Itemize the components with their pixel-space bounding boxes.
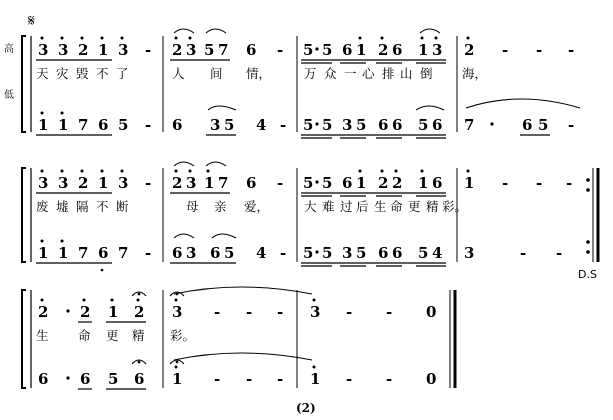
fermatas xyxy=(132,360,184,364)
octave-dots xyxy=(41,37,470,40)
system-1 xyxy=(22,29,580,138)
segno-sign: 𝄋 xyxy=(28,11,35,30)
repeat-dot xyxy=(586,250,590,254)
upper-part-notes xyxy=(38,303,436,321)
system-bracket xyxy=(22,36,26,132)
note: 3 xyxy=(58,41,69,59)
octave-dots xyxy=(41,112,64,115)
note: - xyxy=(277,303,284,321)
note: 2 xyxy=(172,41,183,59)
lyric-char: 间 xyxy=(210,66,223,81)
note: - xyxy=(386,303,393,321)
lyric-char: 山 xyxy=(400,66,413,81)
note: 3 xyxy=(186,174,197,192)
note: - xyxy=(277,41,284,59)
lyric-char: 情， xyxy=(246,66,272,81)
system-3 xyxy=(22,287,455,389)
note: 3 xyxy=(186,41,197,59)
lyric-char: 排 xyxy=(382,66,395,81)
note: 3 xyxy=(172,303,183,321)
lyric-char: 命 xyxy=(78,328,91,343)
note: 3 xyxy=(118,174,129,192)
note: 6 xyxy=(432,116,443,134)
note: - xyxy=(214,370,221,388)
note: - xyxy=(145,174,152,192)
note: 6 xyxy=(98,116,109,134)
note: 6 xyxy=(342,41,353,59)
dot-augment xyxy=(315,180,318,183)
dot-augment xyxy=(66,376,69,379)
note: 5 xyxy=(224,116,235,134)
note: 3 xyxy=(310,303,321,321)
part-label-low: 低 xyxy=(4,90,14,101)
lyrics-line-1 xyxy=(36,66,487,81)
note: - xyxy=(536,41,543,59)
note: 1 xyxy=(58,244,69,262)
octave-dots xyxy=(41,170,470,173)
lyric-char: 过 xyxy=(340,199,353,214)
lyric-char: 彩。 xyxy=(170,328,196,343)
note: - xyxy=(568,116,575,134)
lyric-char: 海， xyxy=(462,66,488,81)
note: 1 xyxy=(98,41,109,59)
repeat-dot xyxy=(586,188,590,192)
note: 3 xyxy=(38,174,49,192)
note: 5 xyxy=(204,41,215,59)
note: 6 xyxy=(392,116,403,134)
lyric-char: 灾 xyxy=(56,66,69,81)
note: - xyxy=(145,116,152,134)
note: 2 xyxy=(80,303,91,321)
note: 1 xyxy=(204,174,215,192)
page-number: (2) xyxy=(296,401,316,415)
note: 1 xyxy=(464,174,475,192)
note: 6 xyxy=(172,116,183,134)
beams xyxy=(36,135,550,138)
lyric-char: 更 xyxy=(408,199,421,214)
lyric-char: 废 xyxy=(36,199,49,214)
note: 3 xyxy=(210,116,221,134)
note: 7 xyxy=(118,244,129,262)
note: 6 xyxy=(392,41,403,59)
note: 5 xyxy=(303,174,314,192)
note: 6 xyxy=(392,244,403,262)
note: - xyxy=(145,244,152,262)
note: 1 xyxy=(98,174,109,192)
lyric-char: 断 xyxy=(116,199,129,214)
note: 6 xyxy=(172,244,183,262)
note: - xyxy=(556,244,563,262)
note: 3 xyxy=(432,41,443,59)
note: 6 xyxy=(38,370,49,388)
beams xyxy=(36,263,446,266)
note: 7 xyxy=(218,174,229,192)
note: 3 xyxy=(464,244,475,262)
lyric-char: 难 xyxy=(322,199,335,214)
note: - xyxy=(346,370,353,388)
note: 1 xyxy=(356,41,367,59)
note: 5 xyxy=(322,41,333,59)
note: 3 xyxy=(58,174,69,192)
note: 1 xyxy=(172,370,183,388)
octave-dots xyxy=(41,240,104,272)
note: 1 xyxy=(58,116,69,134)
note: 4 xyxy=(256,116,267,134)
note: 6 xyxy=(98,244,109,262)
note: 5 xyxy=(356,244,367,262)
lower-part-notes xyxy=(38,370,436,388)
note: 5 xyxy=(303,244,314,262)
note: - xyxy=(346,303,353,321)
lyric-char: 众 xyxy=(324,66,337,81)
lyric-char: 了 xyxy=(116,66,129,81)
lyric-char: 亲 xyxy=(214,199,227,214)
note: 2 xyxy=(464,41,475,59)
note: - xyxy=(568,41,575,59)
slurs xyxy=(174,234,236,238)
lyric-char: 一 xyxy=(344,66,357,81)
lyric-char: 彩。 xyxy=(442,199,468,214)
note: - xyxy=(502,174,509,192)
note: - xyxy=(277,174,284,192)
tie xyxy=(174,353,312,360)
note: 2 xyxy=(134,303,145,321)
note: 1 xyxy=(108,303,119,321)
lyric-char: 生 xyxy=(374,199,387,214)
repeat-dot xyxy=(586,240,590,244)
octave-dots xyxy=(175,366,316,369)
dot-augment xyxy=(66,309,69,312)
note: 2 xyxy=(378,41,389,59)
note: 3 xyxy=(38,41,49,59)
note: 6 xyxy=(246,174,257,192)
note: 5 xyxy=(356,116,367,134)
lower-part-notes xyxy=(38,244,562,262)
lower-part-notes xyxy=(38,116,574,134)
note: 2 xyxy=(378,174,389,192)
lyric-char: 毁 xyxy=(76,66,89,81)
note: 1 xyxy=(418,174,429,192)
lyrics-line-3 xyxy=(36,328,195,343)
note: - xyxy=(386,370,393,388)
dot-augment xyxy=(315,122,318,125)
note: 5 xyxy=(538,116,549,134)
note: 3 xyxy=(118,41,129,59)
note: 1 xyxy=(356,174,367,192)
lyric-char: 爱， xyxy=(244,199,270,214)
note: 5 xyxy=(322,116,333,134)
note: 1 xyxy=(38,244,49,262)
note: - xyxy=(277,370,284,388)
upper-part-notes xyxy=(38,174,572,192)
note: 7 xyxy=(464,116,475,134)
note: 6 xyxy=(432,174,443,192)
note: 3 xyxy=(186,244,197,262)
note: 1 xyxy=(38,116,49,134)
note: 5 xyxy=(322,244,333,262)
lyric-char: 倒 xyxy=(420,66,433,81)
note: 2 xyxy=(78,174,89,192)
note: 5 xyxy=(322,174,333,192)
note: - xyxy=(246,370,253,388)
lyric-char: 精 xyxy=(426,199,439,214)
dot-augment xyxy=(315,47,318,50)
note: 6 xyxy=(246,41,257,59)
note: 5 xyxy=(418,116,429,134)
lyric-char: 天 xyxy=(36,66,49,81)
note: - xyxy=(502,41,509,59)
octave-dots xyxy=(41,299,316,302)
note: - xyxy=(280,244,287,262)
note: 2 xyxy=(172,174,183,192)
note: 5 xyxy=(118,116,129,134)
beams xyxy=(36,193,446,196)
note: - xyxy=(280,116,287,134)
note: 0 xyxy=(426,303,437,321)
lyric-char: 不 xyxy=(96,66,109,81)
note: - xyxy=(566,174,573,192)
note: - xyxy=(536,174,543,192)
note: - xyxy=(214,303,221,321)
note: - xyxy=(520,244,527,262)
note: 6 xyxy=(522,116,533,134)
lyric-char: 墟 xyxy=(56,199,69,214)
note: 6 xyxy=(80,370,91,388)
lyric-char: 心 xyxy=(362,66,375,81)
note: 5 xyxy=(418,244,429,262)
lyric-char: 万 xyxy=(304,66,317,81)
tie xyxy=(174,287,312,294)
beams xyxy=(36,60,446,63)
lyric-char: 人 xyxy=(172,66,185,81)
dot-augment xyxy=(490,122,493,125)
slurs xyxy=(174,162,226,166)
slurs xyxy=(174,29,440,33)
note: 6 xyxy=(378,244,389,262)
system-bracket xyxy=(22,290,26,388)
ds-marking: D.S xyxy=(578,268,597,281)
lyric-char: 生 xyxy=(36,328,49,343)
note: 7 xyxy=(78,244,89,262)
lyric-char: 隔 xyxy=(76,199,89,214)
system-2 xyxy=(22,162,598,281)
note: 5 xyxy=(108,370,119,388)
lyric-char: 精 xyxy=(132,328,145,343)
lyric-char: 大 xyxy=(304,199,317,214)
system-bracket xyxy=(22,168,26,262)
note: 6 xyxy=(210,244,221,262)
lyric-char: 更 xyxy=(106,328,119,343)
note: 2 xyxy=(392,174,403,192)
dot-augment xyxy=(315,250,318,253)
note: - xyxy=(145,41,152,59)
note: 3 xyxy=(342,116,353,134)
note: 4 xyxy=(256,244,267,262)
note: 0 xyxy=(426,370,437,388)
note: 2 xyxy=(38,303,49,321)
lyrics-line-2 xyxy=(36,199,467,214)
note: 1 xyxy=(310,370,321,388)
note: 5 xyxy=(303,116,314,134)
note: 4 xyxy=(432,244,443,262)
slurs xyxy=(208,99,580,110)
lyric-char: 命 xyxy=(390,199,403,214)
part-label-high: 高 xyxy=(4,44,14,55)
note: 5 xyxy=(303,41,314,59)
note: 6 xyxy=(134,370,145,388)
lyric-char: 不 xyxy=(96,199,109,214)
note: 7 xyxy=(78,116,89,134)
upper-part-notes xyxy=(38,41,574,59)
note: 6 xyxy=(342,174,353,192)
note: - xyxy=(246,303,253,321)
note: 6 xyxy=(378,116,389,134)
note: 3 xyxy=(342,244,353,262)
note: 7 xyxy=(218,41,229,59)
note: 2 xyxy=(78,41,89,59)
lyric-char: 母 xyxy=(186,199,199,214)
note: 5 xyxy=(224,244,235,262)
lyric-char: 后 xyxy=(356,199,369,214)
note: 1 xyxy=(418,41,429,59)
repeat-dot xyxy=(586,178,590,182)
